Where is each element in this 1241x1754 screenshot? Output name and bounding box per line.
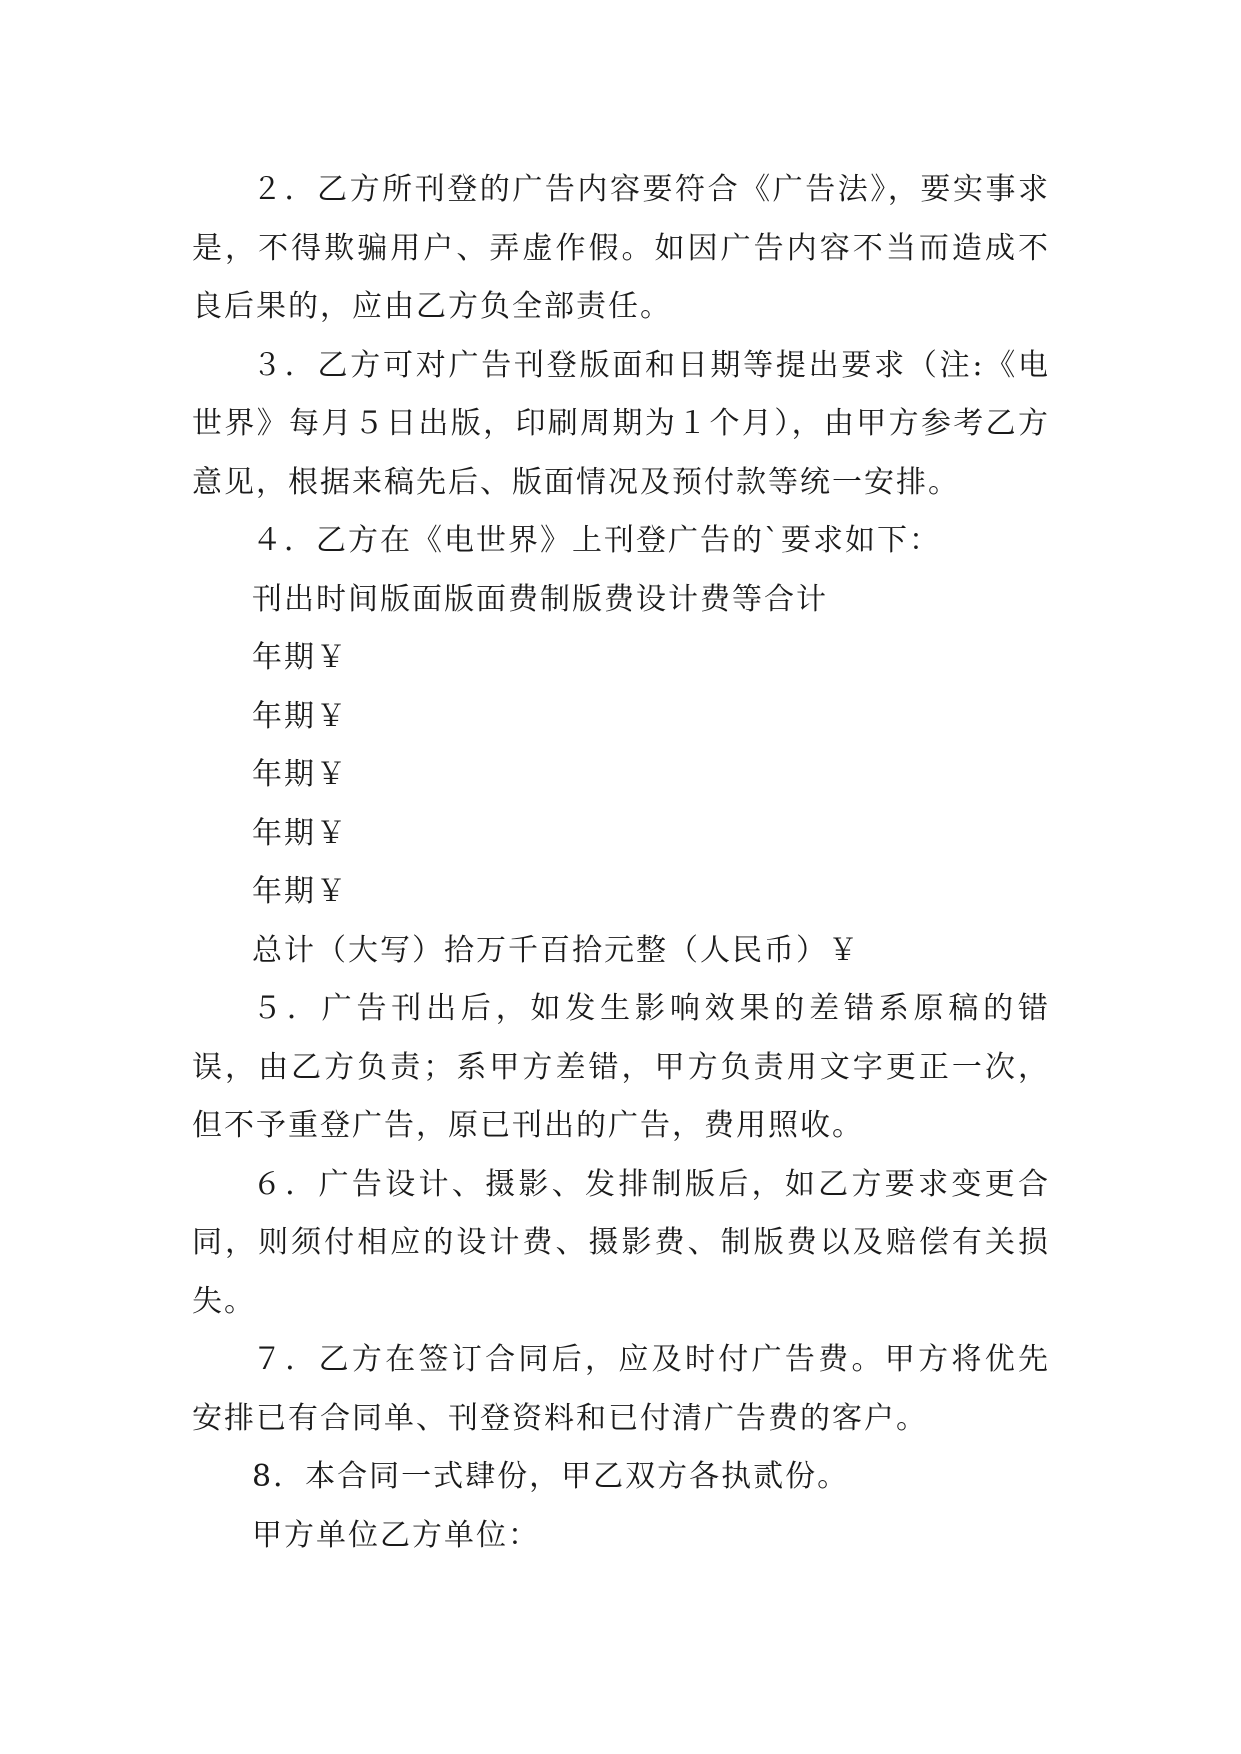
fee-total: 总计（大写）拾万千百拾元整（人民币）￥: [252, 932, 860, 968]
fee-table-header: 刊出时间版面版面费制版费设计费等合计: [252, 581, 828, 617]
clause-4: ４．乙方在《电世界》上刊登广告的`要求如下：: [252, 523, 941, 558]
clause-7: ７．乙方在签订合同后，应及时付广告费。甲方将优先安排已有合同单、刊登资料和已付清广告费的客户。: [192, 1342, 1050, 1436]
clause-6: ６．广告设计、摄影、发排制版后，如乙方要求变更合同，则须付相应的设计费、摄影费、制版费以及赔偿有关损失。: [192, 1166, 1050, 1319]
fee-row: 年期￥: [252, 874, 348, 909]
clause-2: ２．乙方所刊登的广告内容要符合《广告法》，要实事求是，不得欺骗用户、弄虚作假。如因广告内容不当而造成不良后果的，应由乙方负全部责任。: [192, 172, 1050, 324]
clause-3: ３．乙方可对广告刊登版面和日期等提出要求（注:《电世界》每月５日出版，印刷周期为１个月），由甲方参考乙方意见，根据来稿先后、版面情况及预付款等统一安排。: [192, 347, 1050, 500]
document-body: [192, 161, 1050, 1565]
fee-row: 年期￥: [252, 815, 348, 851]
fee-row: 年期￥: [252, 757, 348, 792]
signature-units: 甲方单位乙方单位：: [252, 1517, 540, 1553]
clause-8: 8．本合同一式肆份，甲乙双方各执贰份。: [252, 1459, 850, 1494]
clause-5: ５．广告刊出后，如发生影响效果的差错系原稿的错误，由乙方负责；系甲方差错，甲方负责用文字更正一次，但不予重登广告，原已刊出的广告，费用照收。: [192, 991, 1050, 1143]
fee-row: 年期￥: [252, 698, 348, 734]
fee-row: 年期￥: [252, 640, 348, 675]
